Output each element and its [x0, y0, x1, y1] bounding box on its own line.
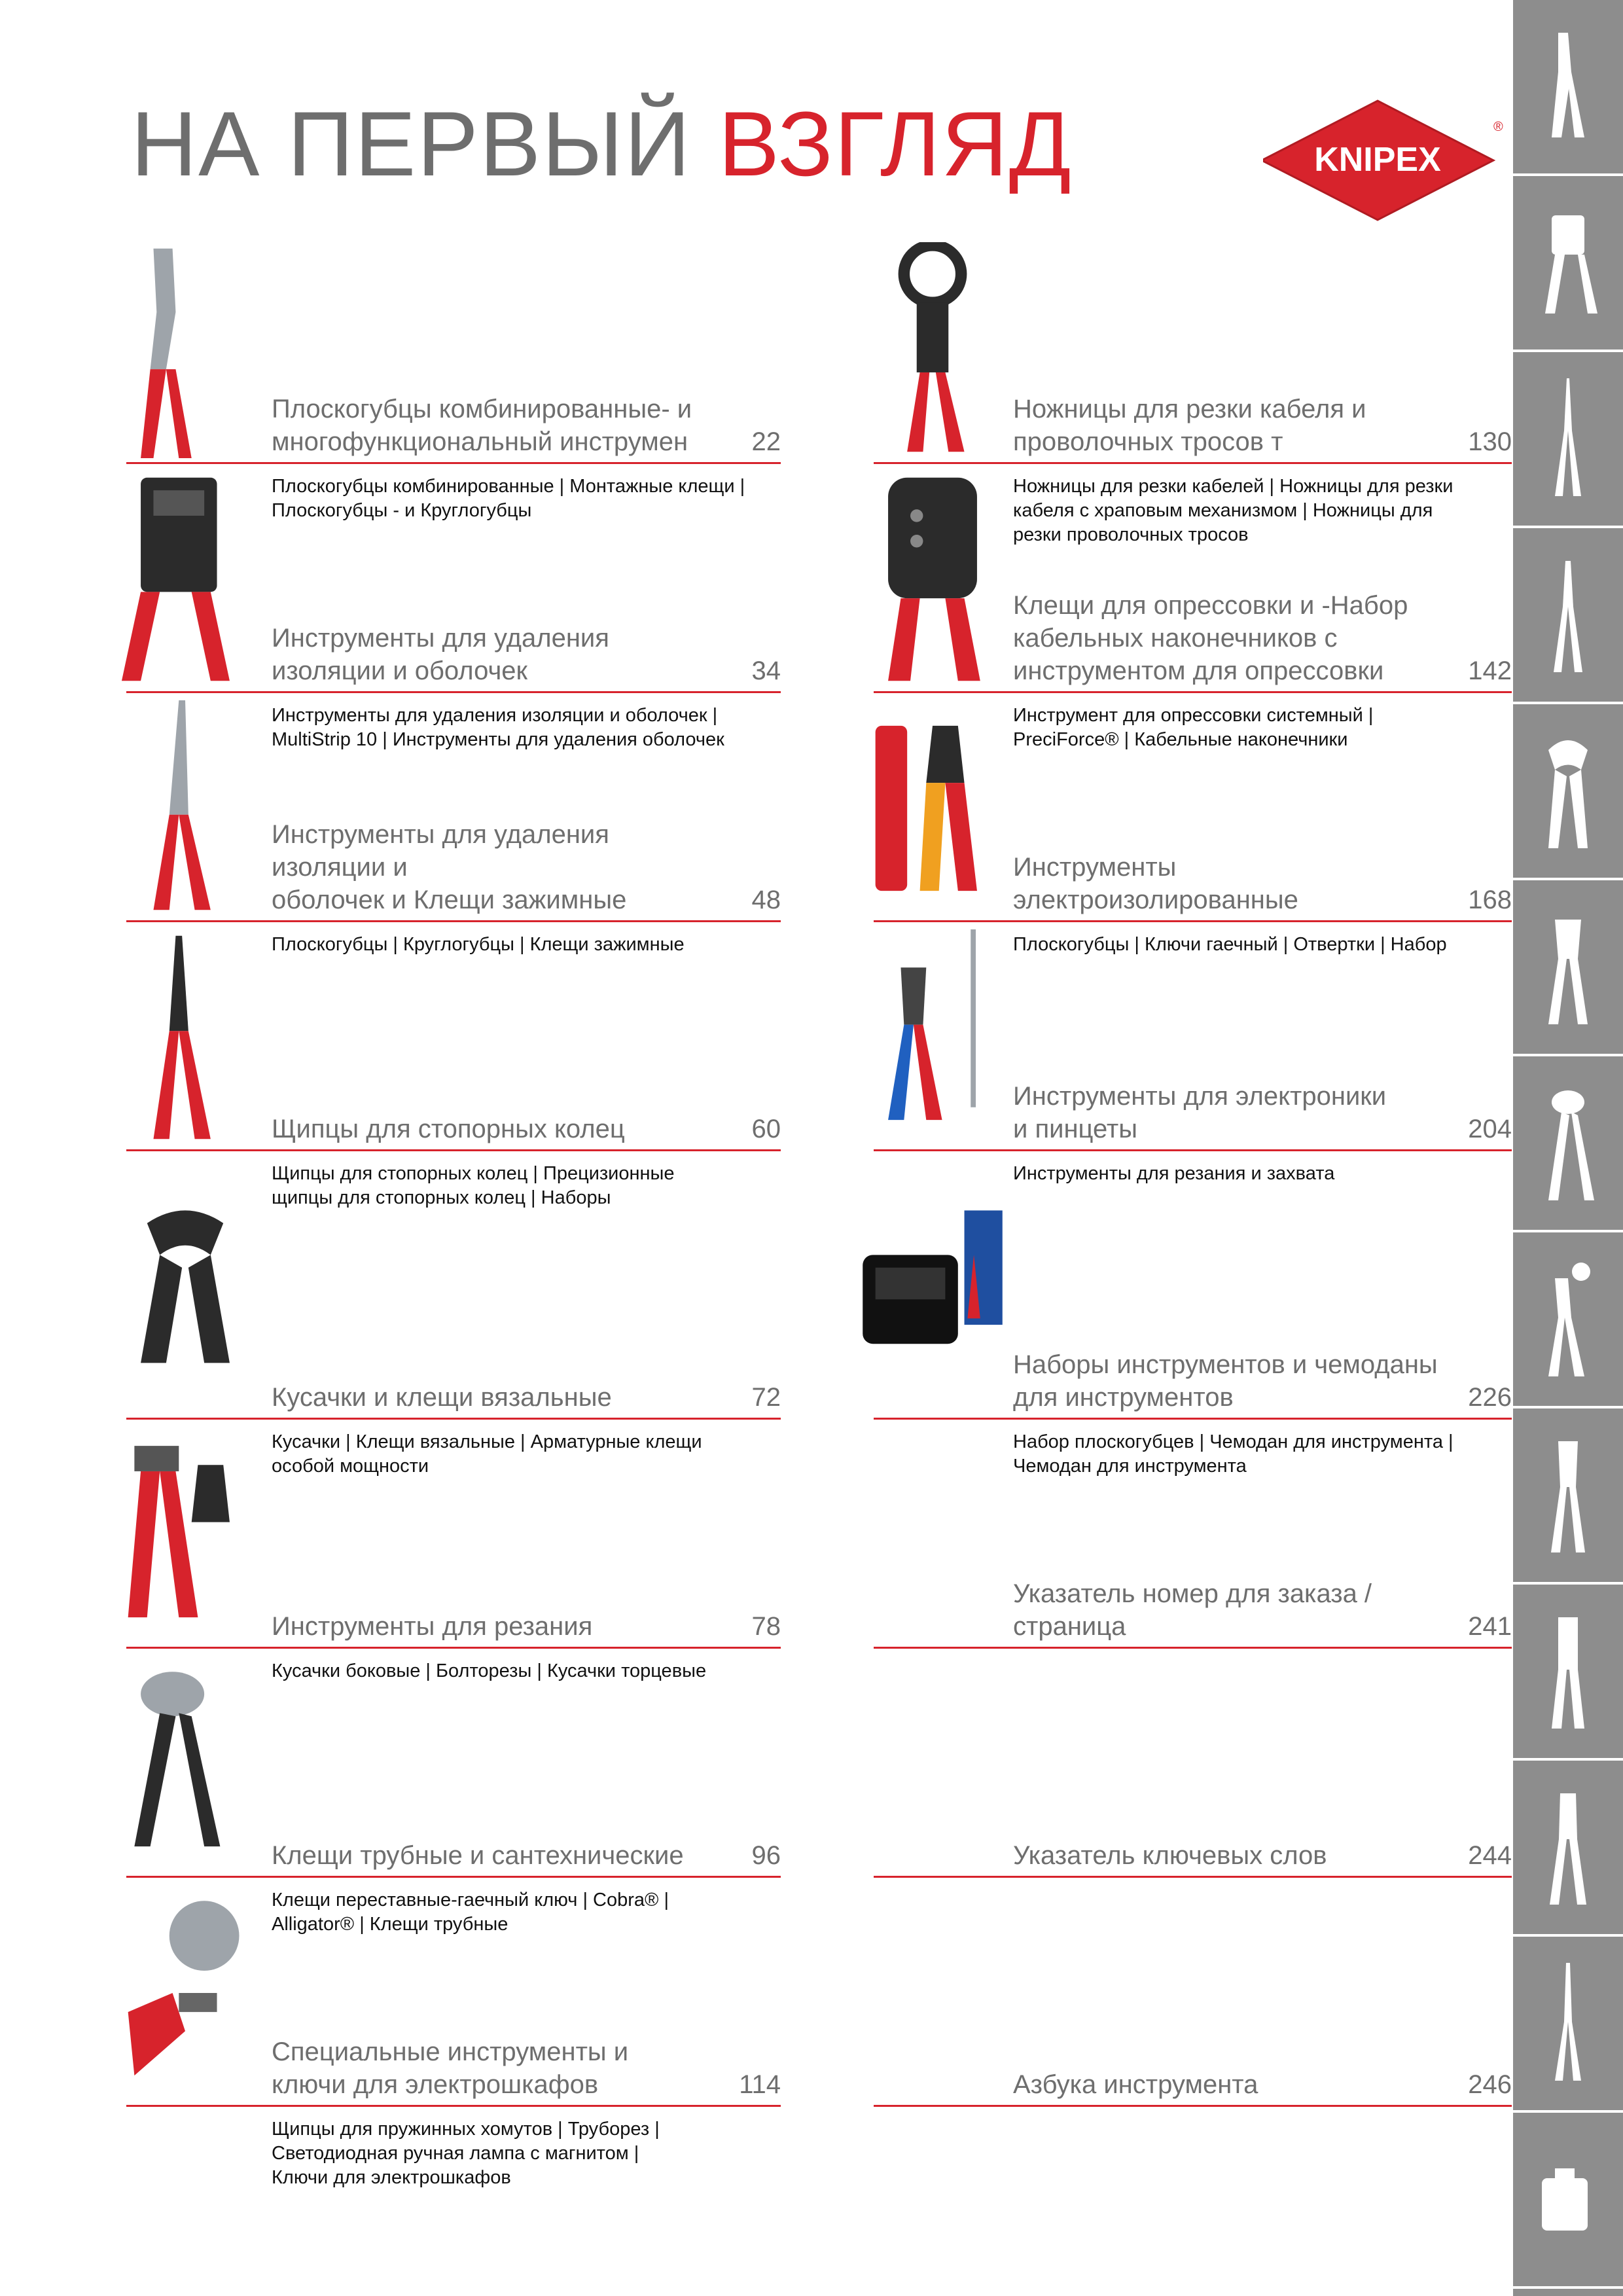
section-description-line: резки проволочных тросов [1013, 524, 1249, 545]
section-title-line: Клещи для опрессовки и -Набор [1013, 591, 1408, 620]
sidebar-tab[interactable] [1513, 2113, 1623, 2289]
section-entry[interactable] [1013, 1839, 1512, 1872]
crimp-tool-image [861, 471, 1005, 687]
section-rule [126, 462, 781, 464]
long-nose-pliers-icon [1529, 372, 1607, 506]
section-title-line: страница [1013, 1612, 1126, 1641]
section-page-number[interactable]: 142 [1468, 656, 1512, 685]
section-page-number[interactable]: 241 [1468, 1612, 1512, 1641]
section-title-line: многофункциональный инструмен [272, 427, 688, 456]
section-description-line: Клещи переставные-гаечный ключ | Cobra® | [272, 1890, 669, 1910]
section-heading-row [1013, 1080, 1512, 1145]
sidebar-tab[interactable] [1513, 1056, 1623, 1232]
section-description [272, 475, 769, 523]
sidebar-tab[interactable] [1513, 1585, 1623, 1761]
section-heading-row [1013, 1577, 1512, 1643]
section-heading-row [1013, 2068, 1512, 2101]
section-title-line: оболочек и Клещи зажимные [272, 886, 627, 914]
section-description-line: Кусачки боковые | Болторезы | Кусачки торцевые [272, 1660, 707, 1681]
section-page-number[interactable]: 22 [751, 427, 781, 456]
section-title-line: Азбука инструмента [1013, 2070, 1258, 2099]
section-entry[interactable] [272, 820, 781, 916]
section-title-line: Ножницы для резки кабеля и [1013, 395, 1366, 423]
section-description [1013, 1430, 1510, 1479]
section-title-line: проволочных тросов т [1013, 427, 1283, 456]
sidebar-tab[interactable] [1513, 176, 1623, 352]
section-title[interactable] [1013, 589, 1440, 687]
section-title[interactable] [272, 1610, 709, 1643]
section-description [272, 1162, 769, 1210]
section-rule [874, 1149, 1512, 1151]
section-title[interactable] [272, 2036, 709, 2101]
section-heading-row [272, 818, 781, 916]
pliers-tool-image [113, 242, 257, 458]
section-page-number[interactable]: 226 [1468, 1383, 1512, 1412]
special-tool-image [113, 1885, 257, 2101]
section-page-number[interactable]: 246 [1468, 2070, 1512, 2099]
section-title[interactable] [272, 1113, 709, 1145]
section-description [272, 933, 769, 957]
section-title[interactable] [272, 393, 709, 458]
section-title-line: Инструменты для удаления [272, 624, 609, 653]
sidebar-tab[interactable] [1513, 1937, 1623, 2113]
section-heading-row [272, 2036, 781, 2101]
section-description-line: MultiStrip 10 | Инструменты для удаления оболочек [272, 729, 724, 750]
section-rule [126, 2105, 781, 2107]
sidebar-tab[interactable] [1513, 528, 1623, 704]
section-description [272, 1888, 769, 1937]
section-title-line: для инструментов [1013, 1383, 1234, 1412]
section-heading-row [1013, 1348, 1512, 1414]
section-description [1013, 1162, 1510, 1186]
section-entry[interactable] [272, 1113, 781, 1145]
crimp-pliers-icon [1529, 1252, 1607, 1386]
section-heading-row [272, 622, 781, 687]
snap-ring-pliers-icon [1529, 548, 1607, 682]
needle-tool-image [113, 700, 257, 916]
section-description [272, 2117, 769, 2190]
section-description-line: особой мощности [272, 1456, 429, 1477]
section-description-line: PreciForce® | Кабельные наконечники [1013, 729, 1348, 750]
section-rule [874, 1647, 1512, 1649]
section-entry[interactable] [1013, 2068, 1512, 2101]
section-description-line: Ножницы для резки кабелей | Ножницы для резки [1013, 476, 1454, 497]
none-tool-image [861, 1656, 1005, 1872]
stripper-icon [1529, 196, 1607, 330]
section-description [272, 1430, 769, 1479]
section-title[interactable] [272, 1839, 709, 1872]
section-entry[interactable] [1013, 1577, 1512, 1643]
none-tool-image [861, 1885, 1005, 2101]
section-entry[interactable] [1013, 589, 1512, 687]
section-heading-row [1013, 393, 1512, 458]
section-description-line: Инструмент для опрессовки системный | [1013, 705, 1374, 726]
section-page-number[interactable]: 60 [751, 1115, 781, 1143]
section-title[interactable] [272, 622, 709, 687]
section-rule [874, 1876, 1512, 1878]
section-title-line: инструментом для опрессовки [1013, 656, 1384, 685]
section-heading-row [272, 1839, 781, 1872]
section-description [272, 704, 769, 752]
section-rule [126, 1149, 781, 1151]
section-heading-row [1013, 589, 1512, 687]
section-description-line: Набор плоскогубцев | Чемодан для инструмента | [1013, 1431, 1454, 1452]
section-entry[interactable] [272, 2036, 781, 2101]
section-heading-row [1013, 851, 1512, 916]
section-rule [874, 2105, 1512, 2107]
section-page-number[interactable]: 130 [1468, 427, 1512, 456]
sidebar-tab[interactable] [1513, 1761, 1623, 1937]
section-title[interactable] [1013, 1080, 1440, 1145]
pipe-tool-image [113, 1656, 257, 1872]
section-heading-row [272, 1113, 781, 1145]
needle-pliers-icon [1529, 1956, 1607, 2090]
sidebar-tab[interactable] [1513, 0, 1623, 176]
section-title[interactable] [1013, 2068, 1440, 2101]
section-title-line: Инструменты [1013, 853, 1177, 882]
insulated-pliers-icon [1529, 1428, 1607, 1562]
electronics-tool-image [861, 929, 1005, 1145]
section-description [1013, 704, 1510, 752]
snap-tool-image [113, 929, 257, 1145]
section-rule [126, 1876, 781, 1878]
section-description-line: Плоскогубцы комбинированные | Монтажные клещи | [272, 476, 745, 497]
section-entry[interactable] [272, 622, 781, 687]
section-rule [126, 920, 781, 922]
section-page-number[interactable]: 72 [751, 1383, 781, 1412]
section-description-line: Плоскогубцы | Круглогубцы | Клещи зажимные [272, 934, 685, 955]
section-title[interactable] [1013, 1348, 1440, 1414]
section-description-line: Плоскогубцы - и Круглогубцы [272, 500, 532, 521]
section-title-line: Указатель ключевых слов [1013, 1841, 1327, 1870]
section-entry[interactable] [1013, 1348, 1512, 1414]
section-page-number[interactable]: 96 [751, 1841, 781, 1870]
section-title[interactable] [272, 818, 709, 916]
section-title-line: Кусачки и клещи вязальные [272, 1383, 612, 1412]
end-cutter-icon [1529, 724, 1607, 858]
section-title-line: Клещи трубные и сантехнические [272, 1841, 684, 1870]
chapter-sidebar [1513, 0, 1623, 2296]
sidebar-tab[interactable] [1513, 352, 1623, 528]
section-title-line: Наборы инструментов и чемоданы [1013, 1350, 1438, 1379]
electronics-pliers-icon [1529, 1604, 1607, 1738]
section-page-number[interactable]: 168 [1468, 886, 1512, 914]
section-entry[interactable] [272, 1381, 781, 1414]
section-description-line: Светодиодная ручная лампа с магнитом | [272, 2143, 639, 2164]
section-rule [126, 1418, 781, 1420]
section-description [1013, 933, 1510, 957]
section-heading-row [272, 1381, 781, 1414]
section-entry[interactable] [272, 1610, 781, 1643]
section-title-line: Инструменты для удаления изоляции и [272, 820, 609, 882]
tool-case-icon [1529, 2132, 1607, 2267]
section-description-line: Щипцы для пружинных хомутов | Труборез | [272, 2119, 660, 2140]
section-title[interactable] [272, 1381, 709, 1414]
section-page-number[interactable]: 244 [1468, 1841, 1512, 1870]
section-description-line: Alligator® | Клещи трубные [272, 1914, 508, 1935]
section-title-line: Инструменты для электроники [1013, 1082, 1387, 1111]
section-rule [126, 691, 781, 693]
section-description-line: Плоскогубцы | Ключи гаечный | Отвертки | Набор [1013, 934, 1447, 955]
pliers-icon [1529, 20, 1607, 154]
section-rule [874, 920, 1512, 922]
end-tool-image [113, 1198, 257, 1414]
sidebar-tab[interactable] [1513, 880, 1623, 1056]
section-title-line: кабельных наконечников с [1013, 624, 1338, 653]
section-entry[interactable] [272, 393, 781, 458]
case-tool-image [861, 1198, 1005, 1414]
section-title-line: изоляции и оболочек [272, 656, 528, 685]
section-entry[interactable] [272, 1839, 781, 1872]
section-heading-row [272, 393, 781, 458]
section-title-line: Указатель номер для заказа / [1013, 1579, 1372, 1608]
cable-tool-image [861, 242, 1005, 458]
section-description [1013, 475, 1510, 547]
section-rule [874, 1418, 1512, 1420]
logo-text: KNIPEX [1314, 141, 1441, 179]
combination-pliers-icon [1529, 1780, 1607, 1914]
section-page-number[interactable]: 34 [751, 656, 781, 685]
section-description-line: Щипцы для стопорных колец | Прецизионные [272, 1163, 675, 1184]
section-description-line: Инструменты для удаления изоляции и оболочек | [272, 705, 718, 726]
section-page-number[interactable]: 114 [739, 2070, 781, 2099]
section-title-line: и пинцеты [1013, 1115, 1137, 1143]
section-description-line: щипцы для стопорных колец | Наборы [272, 1187, 611, 1208]
section-description-line: кабеля с храповым механизмом | Ножницы для [1013, 500, 1433, 521]
section-page-number[interactable]: 204 [1468, 1115, 1512, 1143]
cutter-tool-image [113, 1427, 257, 1643]
section-description-line: Чемодан для инструмента [1013, 1456, 1247, 1477]
section-description-line: Кусачки | Клещи вязальные | Арматурные клещи [272, 1431, 702, 1452]
sidebar-tab[interactable] [1513, 704, 1623, 880]
page-title-part1: НА ПЕРВЫЙ [131, 92, 692, 195]
section-rule [874, 691, 1512, 693]
section-title-line: ключи для электрошкафов [272, 2070, 599, 2099]
page-title-part2: ВЗГЛЯД [718, 92, 1073, 195]
section-page-number[interactable]: 78 [751, 1612, 781, 1641]
knipex-logo [1263, 98, 1505, 223]
section-entry[interactable] [1013, 851, 1512, 916]
logo-registered-mark: ® [1493, 120, 1503, 134]
section-title-line: Специальные инструменты и [272, 2037, 629, 2066]
section-rule [874, 462, 1512, 464]
page-title [131, 92, 1073, 195]
section-title[interactable] [1013, 851, 1440, 916]
section-description-line: Ключи для электрошкафов [272, 2167, 511, 2188]
insulated-tool-image [861, 700, 1005, 916]
section-title[interactable] [1013, 1577, 1440, 1643]
section-title-line: Инструменты для резания [272, 1612, 593, 1641]
section-description [272, 1659, 769, 1683]
section-page-number[interactable]: 48 [751, 886, 781, 914]
section-heading-row [272, 1610, 781, 1643]
section-title-line: Плоскогубцы комбинированные- и [272, 395, 692, 423]
section-title[interactable] [1013, 1839, 1440, 1872]
none-tool-image [861, 1427, 1005, 1643]
section-title[interactable] [1013, 393, 1440, 458]
water-pump-pliers-icon [1529, 1076, 1607, 1210]
section-title-line: Щипцы для стопорных колец [272, 1115, 625, 1143]
sidebar-tab[interactable] [1513, 1408, 1623, 1585]
stripper-tool-image [113, 471, 257, 687]
section-description-line: Инструменты для резания и захвата [1013, 1163, 1335, 1184]
section-heading-row [1013, 1839, 1512, 1872]
section-entry[interactable] [1013, 1080, 1512, 1145]
sidebar-tab[interactable] [1513, 1232, 1623, 1408]
section-entry[interactable] [1013, 393, 1512, 458]
section-rule [126, 1647, 781, 1649]
side-cutter-icon [1529, 900, 1607, 1034]
section-title-line: электроизолированные [1013, 886, 1298, 914]
